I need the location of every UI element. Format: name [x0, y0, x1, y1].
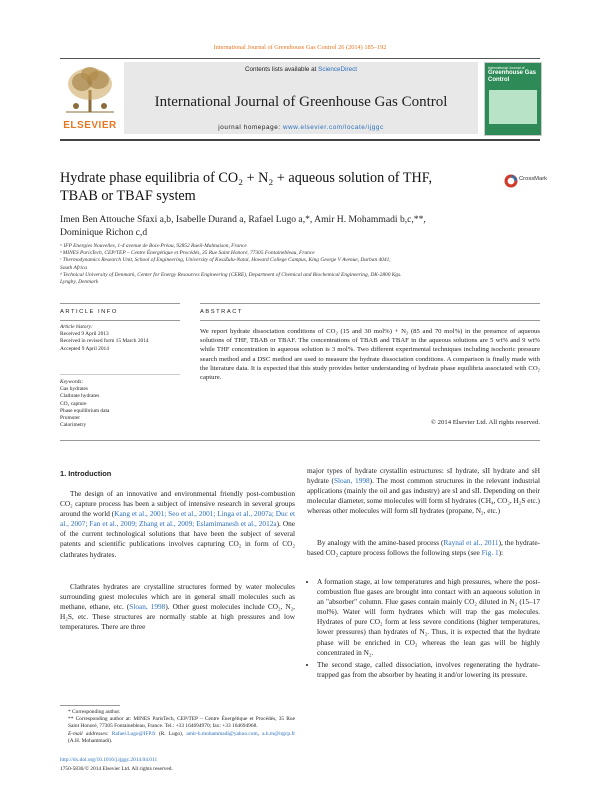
article-title-line-2: TBAB or TBAF system	[60, 187, 196, 204]
abstract-bottom-rule	[60, 440, 540, 441]
article-info-heading: ARTICLE INFO	[60, 309, 118, 315]
issn-line: 1750-5836/© 2014 Elsevier Ltd. All rights reserved.	[60, 766, 173, 772]
keyword-item: Promoter	[60, 415, 81, 422]
abstract-text: We report hydrate dissociation conditions of CO₂ (15 and 30 mol%) + N₂ (85 and 70 mol%) in the presence of aqueous solutions of THF, TBAB or TBAF. The concentrations of TBAB and TBAF in the aqueous solutions are 5 wt% and 9 wt% while THF concentration in aqueous solution is 3 mol%. Two different experimental techniques including isochoric pressure search method and a DSC method are used to measure the hydrate dissociation conditions. A comparison is finally made with the literature data. It is expected that this study provides better understanding of hydrate phase equilibria associated with CO₂ capture.	[200, 328, 540, 382]
contents-prefix: Contents lists available at	[244, 66, 319, 73]
cover-title: Greenhouse Gas Control	[488, 70, 537, 84]
keyword-item: Gas hydrates	[60, 386, 88, 393]
footnote-corresponding-2: ** Corresponding author at: MINES ParisTech, CEP/TEP – Centre Énergétique et Procédés, 35 Rue Saint Honoré, 77305 Fontainebleau, France. Tel.: +33 164694970; fax: +33 164694968.	[68, 716, 295, 730]
elsevier-tree-icon	[60, 62, 120, 114]
citation-link[interactable]: Raynal et al., 2011	[443, 538, 499, 547]
section-heading-introduction: 1. Introduction	[60, 469, 112, 478]
right-paragraph-2: By analogy with the amine-based process (Raynal et al., 2011), the hydrate-based CO₂ capture process follows the following steps (see Fig. 1):	[307, 538, 540, 558]
crossmark-label: CrossMark	[519, 176, 548, 182]
figure-link[interactable]: Fig. 1	[481, 548, 499, 558]
affiliation-d-cont: Lyngby, Denmark	[60, 279, 99, 286]
right-paragraph-1: major types of hydrate crystallin estructures: sI hydrate, sII hydrate and sH hydrate (Sloan, 1998). The most common structures in the relevant industrial applications (mainly the oil and gas industry) are sI and sII. Depending on their molecular diameter, some molecules will form sI hydrates (CH₄, CO₂, H₂S etc.) whereas other molecules will form sII hydrates (propane, N₂, etc.)	[307, 466, 540, 516]
homepage-label: journal homepage:	[218, 124, 283, 131]
article-history	[60, 324, 185, 353]
abstract-rule	[200, 320, 540, 321]
masthead-bottom-rule	[60, 139, 540, 141]
article-info-rule-top	[60, 303, 180, 304]
article-title	[60, 170, 480, 205]
cover-subtitle: International Journal of	[488, 66, 525, 70]
crossmark-icon	[504, 174, 518, 188]
homepage-link[interactable]: www.elsevier.com/locate/ijggc	[283, 124, 384, 131]
keywords-rule	[60, 374, 180, 375]
footnote-emails: E-mail addresses: Rafael.Lugo@IFP.fr (R. Lugo), amir-h.mohammadi@yahoo.com, a.h.m@irgcp.fr (A.H. Mohammadi).	[68, 730, 295, 744]
keyword-item: Phase equilibrium data	[60, 407, 110, 414]
keyword-item: Clathrate hydrates	[60, 393, 100, 400]
intro-paragraph-2: Clathrates hydrates are crystalline structures formed by water molecules surrounding guest molecules which are in general small molecules such as methane, ethane, etc. (Sloan, 1998). Other guest molecules include CO₂, N₂, H₂S, etc. These structures are normally stable at high pressures and low temperatures. There are three	[60, 582, 296, 632]
authors-line-2: Dominique Richon c,d	[60, 227, 148, 239]
history-accepted: Accepted 9 April 2014	[60, 345, 109, 352]
affiliations	[60, 243, 540, 286]
keywords-label: Keywords:	[60, 379, 84, 385]
history-label: Article history:	[60, 324, 93, 330]
publisher-name: ELSEVIER	[63, 120, 117, 131]
process-steps-list	[307, 577, 540, 682]
journal-title: International Journal of Greenhouse Gas Control	[154, 94, 448, 110]
history-received: Received 9 April 2013	[60, 331, 109, 338]
affiliation-a: ᵃ IFP Energies Nouvelles, 1-4 avenue de Bois-Préau, 92852 Rueil-Malmaison, France	[60, 243, 247, 249]
author-list	[60, 213, 540, 239]
elsevier-logo	[60, 62, 120, 131]
affiliation-d: ᵈ Technical University of Denmark, Center for Energy Resources Engineering (CERE), Department of Chemical and Biochemical Engineering, DK-2800 Kgs.	[60, 271, 402, 278]
authors-line-1: Imen Ben Attouche Sfaxi a,b, Isabelle Durand a, Rafael Lugo a,*, Amir H. Mohammadi b,c,**,	[60, 214, 426, 225]
abstract-heading: ABSTRACT	[200, 309, 243, 315]
citation-link[interactable]: Sloan, 1998	[129, 602, 166, 612]
abstract-rule-top	[200, 303, 540, 304]
affiliation-c: ᶜ Thermodynamics Research Unit, School of Engineering, University of KwaZulu-Natal, Howard College Campus, King George V Avenue, Durban 4041,	[60, 257, 391, 264]
email-link[interactable]: amir-h.mohammadi@yahoo.com	[186, 730, 258, 737]
cover-image	[489, 90, 537, 124]
keywords	[60, 379, 185, 429]
keyword-item: Calorimetry	[60, 422, 87, 429]
sciencedirect-link[interactable]: ScienceDirect	[318, 66, 357, 73]
list-item: • The second stage, called dissociation, involves regenerating the hydrate-trapped gas from the absorber by heating it and/or lowering its pressure.	[317, 660, 540, 680]
email-link[interactable]: Rafael.Lugo@IFP.fr	[111, 730, 156, 737]
intro-paragraph-1: The design of an innovative and environmental friendly post-combustion CO₂ capture process has been a subject of intensive research in several groups around the world (Kang et al., 2001; Seo et al., 2001; Linga et al., 2007a; Duc et al., 2007; Fan et al., 2009; Zhang et al., 2009; Eslamimanesh et al., 2012a). One of the current technological solutions that have been the subject of several patents and scientific publications involves capturing CO₂ in form of CO₂ clathrates hydrates.	[60, 489, 295, 559]
citation-link[interactable]: Kang et al., 2001; Seo et al., 2001; Linga et al., 2007a; Duc et al., 2007; Fan et al., 2009; Zhang et al., 2009; Eslamimanesh et al., 2012a	[60, 509, 295, 529]
journal-cover	[484, 62, 542, 136]
footnote-corresponding: * Corresponding author.	[68, 709, 121, 715]
masthead-top-rule	[60, 58, 540, 59]
email-link[interactable]: a.h.m@irgcp.fr	[262, 730, 295, 737]
homepage-line	[124, 124, 478, 132]
citation-link[interactable]: Sloan, 1998	[333, 476, 370, 486]
contents-line	[124, 66, 478, 74]
article-title-line-1: Hydrate phase equilibria of CO₂ + N₂ + aqueous solution of THF,	[60, 170, 433, 186]
running-header: International Journal of Greenhouse Gas Control 26 (2014) 185–192	[213, 44, 387, 51]
crossmark-badge[interactable]	[504, 172, 548, 190]
article-info-rule	[60, 320, 180, 321]
footnotes	[60, 709, 295, 745]
history-revised: Received in revised form 15 March 2014	[60, 338, 149, 345]
copyright-line: © 2014 Elsevier Ltd. All rights reserved.	[430, 419, 540, 426]
list-item: • A formation stage, at low temperatures and high pressures, where the post-combustion flue gases are brought into contact with an aqueous solution in an "absorber" column. Flue gases contain mainly CO₂ diluted in N₂ (15–17 mol%). Water will form hydrates which will trap the gas molecules. Hydrates of pure CO₂ form at less severe conditions (higher temperatures, lower pressures) than hydrates of N₂. Thus, it is expected that the hydrate phase will be enriched in CO₂ whereas the lean gas will be highly concentrated in N₂.	[317, 577, 540, 658]
affiliation-c-cont: South Africa	[60, 264, 88, 271]
doi-link[interactable]: http://dx.doi.org/10.1016/j.ijggc.2014.04.011	[60, 757, 158, 763]
footnote-rule	[60, 705, 120, 706]
affiliation-b: ᵇ MINES ParisTech, CEP/TEP – Centre Énergétique et Procédés, 35 Rue Saint Honoré, 77305 Fontainebleau, France	[60, 250, 315, 257]
keyword-item: CO₂ capture	[60, 400, 87, 407]
